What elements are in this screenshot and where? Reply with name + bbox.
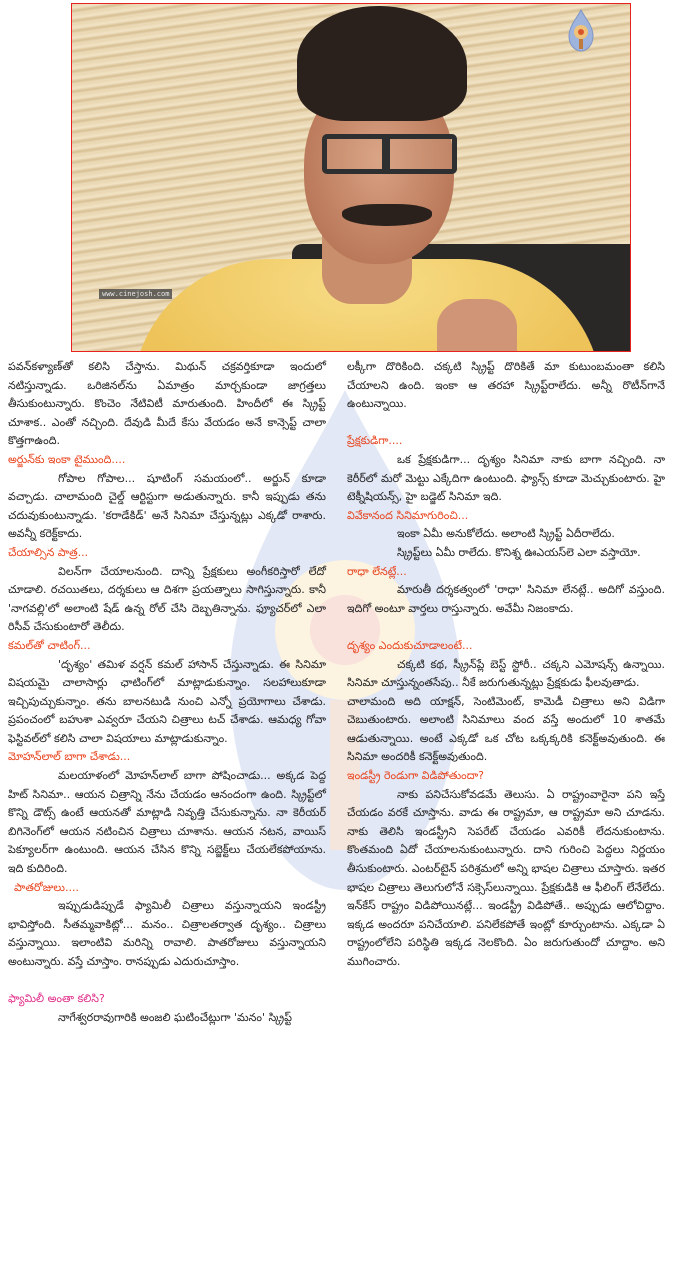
section-heading: ప్రేక్షకుడిగా.... bbox=[347, 434, 403, 448]
article-right-column bbox=[347, 358, 665, 972]
section-heading: పాతరోజులు.... bbox=[14, 880, 79, 894]
section-heading: ఫ్యామిలీ అంతా కలిసి? bbox=[8, 992, 105, 1006]
hair-shape bbox=[297, 6, 467, 121]
paragraph: నాకు పనిచేసుకోవడమే తెలుసు. ఏ రాష్ట్రంవారైనా పని ఇస్తే చేయడం వరకే చూస్తాను. వాడు ఈ రాష్ట్రమా, ఆ రాష్ట్రమా అని చూడను. నాకు తెలిసి ఇండస్ట్రీని సెపరేట్ చేయడం ఎవరికీ లేదనుకుంటాను. కొంతమంది ఏదో చేయాలనుకుంటున్నారు. దాని గురించి పెద్దలు నిర్ణయం తీసుకుంటారు. ఎంటర్‌టైన్ పరిశ్రమలో అన్ని భాషల చిత్రాలు చూస్తారు. ఇతర భాషల చిత్రాలు తెలుగులోనే సక్సెస్‌లున్నాయి. ప్రేక్షకుడికి ఆ ఫీలింగ్ లేనేలేదు. ఇన్‌కేస్ రాష్ట్రం విడిపోయినట్లే... ఇండస్ట్రీ విడిపోతే.. అప్పుడు ఆలోచిద్దాం. ఇక్కడ అందరూ పనిచేయాలి. పనిలేకపోతే ఇంట్లో కూర్చుంటాను. ఎక్కడా ఏ రాష్ట్రంలోలేని పరిస్థితి ఇక్కడ నెలకొంది. ఏం జరుగుతుందో చూద్దాం. అని ముగించారు. bbox=[347, 787, 665, 968]
section-heading: వివేకానంద సినిమాగురించి... bbox=[347, 508, 469, 522]
section-heading: మోహన్‌లాల్ బాగా చేశాడు... bbox=[8, 750, 131, 764]
section-heading: ఇండస్ట్రీ రెండుగా విడిపోతుందా? bbox=[347, 769, 485, 783]
paragraph: మారుతీ దర్శకత్వంలో 'రాధా' సినిమా లేనట్లే.. అదిగో వస్తుంది. ఇదిగో అంటూ వార్తలు రాస్తున్నారు. అవేమీ నిజంకాదు. bbox=[347, 583, 665, 615]
mustache-shape bbox=[342, 204, 432, 226]
section-heading: రాధా లేనట్లే... bbox=[347, 564, 407, 578]
paragraph: ఇప్పుడుడిప్పుడే ఫ్యామిలీ చిత్రాలు వస్తున్నాయని ఇండస్ట్రీ భావిస్తోంది. సీతమ్మవాకిట్లో... మనం.. చిత్రాలతర్వాత దృశ్యం.. చిత్రాలు వస్తున్నాయి. ఇలాంటివి మరిన్ని రావాలి. పాతరోజులు వస్తున్నాయని అంటున్నారు. వస్తే చూస్తాం. రానప్పుడు ఎదురుచూస్తాం. bbox=[8, 899, 326, 968]
section-heading: కమల్‌తో చాటింగ్... bbox=[8, 638, 91, 652]
paragraph: ఇంకా ఏమీ అనుకోలేదు. అలాంటి స్క్రిప్ట్ ఏదీరాలేదు. bbox=[397, 527, 615, 541]
section-heading: దృశ్యం ఎందుకుచూడాలంటే... bbox=[347, 638, 473, 652]
paragraph: నాగేశ్వరరావుగారికి అంజలి ఘటించేట్లుగా 'మనం' స్క్రిప్ట్ bbox=[58, 1010, 292, 1024]
article-photo bbox=[71, 3, 631, 352]
section-heading: చేయాల్సిన పాత్ర... bbox=[8, 545, 89, 559]
paragraph: పవన్‌కళ్యాణ్‌తో కలిసి చేస్తాను. మిథున్ చక్రవర్తికూడా ఇందులో నటిస్తున్నాడు. ఒరిజినల్‌ను ఏమాత్రం మార్చకుండా జాగ్రత్తలు తీసుకుంటున్నారు. కొంచెం నేటివిటీ మారుతుంది. హిందీలో ఈ స్క్రిప్ట్ చూశాక.. ఎంతో నచ్చింది. దేవుడి మీదే కేసు వేయడం అనే కాన్సెప్ట్ చాలా కొత్తగాఉంది. bbox=[8, 360, 326, 448]
section-heading: అర్జున్‌కు ఇంకా టైముంది.... bbox=[8, 452, 126, 466]
paragraph: ఒక ప్రేక్షకుడిగా... దృశ్యం సినిమా నాకు బాగా నచ్చింది. నా కెరీర్‌లో మరో మెట్టు ఎక్కేదిగా ఉంటుంది. ఫ్యాన్స్ కూడా మెచ్చుకుంటారు. హై టెక్నీషియన్స్, హై బడ్జెట్ సినిమా ఇది. bbox=[347, 452, 665, 504]
paragraph: గోపాల గోపాల... షూటింగ్ సమయంలో.. అర్జున్ కూడా వచ్చాడు. చాలామంది చైల్డ్ ఆర్టిస్టుగా అడుతున్నారు. కానీ ఇప్పుడు తను చదువుకుంటున్నాడు. 'కరాడేకిడ్' అనే సినిమా చేస్తున్నట్లు ఎక్కడో రాశారు. అవన్నీ కరెక్ట్‌కాదు. bbox=[8, 471, 326, 541]
paragraph: చాలామంది అది యాక్షన్, సెంటిమెంట్, కామెడీ చిత్రాలు అని విడిగా చెబుతుంటారు. అలాంటి సినిమాలు వంద వస్తే అందులో 10 శాతమే ఆడుతున్నాయి. అంటే ఎక్కడో ఒక చోట ఒక్కక్కరికి కనెక్ట్‌అవుతుంది. ఈ సినిమా అందరికీ కనెక్ట్‌అవుతుంది. bbox=[347, 694, 665, 764]
article-left-column bbox=[8, 358, 326, 1027]
glasses-shape bbox=[322, 134, 457, 174]
cinejosh-logo-icon bbox=[567, 8, 595, 53]
paragraph: చక్కటి కథ, స్క్రీన్‌ప్లే బెస్ట్ స్టోరీ.. చక్కని ఎమోషన్స్ ఉన్నాయి. సినిమా చూస్తున్నంతసేపు.. నీకే జరుగుతున్నట్లు ప్రేక్షకుడు ఫీలవుతాడు. bbox=[347, 657, 665, 690]
paragraph: విలన్‌గా చేయాలనుంది. దాన్ని ప్రేక్షకులు అంగీకరిస్తారో లేదో చూడాలి. రచయితలు, దర్శకులు ఆ దిశగా ప్రయత్నాలు సాగిస్తున్నారు. కానీ 'నాగవల్లి'లో అలాంటి షేడ్ ఉన్న రోల్ చేసి దెబ్బతిన్నాను. ఫ్యూచర్‌లో ఎలా రిసీవ్ చేసుకుంటారో తెలీదు. bbox=[8, 564, 326, 634]
paragraph: లక్కీగా దొరికింది. చక్కటి స్క్రిప్ట్ దొరికితే మా కుటుంబమంతా కలిసి చేయాలని ఉంది. ఇంకా ఆ తరహా స్క్రిప్ట్‌రాలేదు. అన్నీ రొటీన్‌గానే ఉంటున్నాయి. bbox=[347, 360, 665, 411]
hand-shape bbox=[437, 299, 517, 352]
paragraph: స్క్రిప్ట్‌లు ఏమీ రాలేదు. కొనిశ్న ఊఎయస్‌లె ఎలా వస్తాయో. bbox=[397, 545, 641, 559]
photo-watermark: www.cinejosh.com bbox=[99, 289, 172, 299]
paragraph: మలయాళంలో మోహన్‌లాల్ బాగా పోషించాడు... అక్కడ పెద్ద హిట్ సినిమా.. ఆయన చిత్రాన్ని నేను చేయడం ఆనందంగా ఉంది. స్క్రిప్ట్‌లో కొన్ని డౌట్స్ ఉంటే ఆయనతో మాట్లాడి నివృత్తి చేసుకున్నాను. నా కెరీయర్ బిగినెంగ్‌లో ఆయన నటించిన చిత్రాలు చూశాను. ఆయన నటన, వాయిస్ పెక్యూలర్‌గా ఉంటుంది. ఆయన చేసిన కొన్ని సబ్జెక్ట్‌లు చేయలేకపోయాను. ఇది కుదిరింది. bbox=[8, 769, 326, 876]
paragraph: 'దృశ్యం' తమిళ వర్షన్ కమల్ హాసాన్ చేస్తున్నాడు. ఈ సినిమా విషయమై చాలాసార్లు ఛాటింగ్‌లో మాట్లాడుకున్నాం. సలహాలుకూడా ఇచ్చిపుచ్చుకున్నాం. తను బాలనటుడి నుంచి ఎన్నో ప్రయోగాలు చేశాడు. ప్రపంచంలో బహుశా ఎవ్వరూ చేయని చిత్రాలు టచ్ చేశాడు. ఆమధ్య గోవా ఫెస్టివల్‌లో కలిసి చాలా విషయాలు మాట్లాడుకున్నాం. bbox=[8, 657, 326, 745]
